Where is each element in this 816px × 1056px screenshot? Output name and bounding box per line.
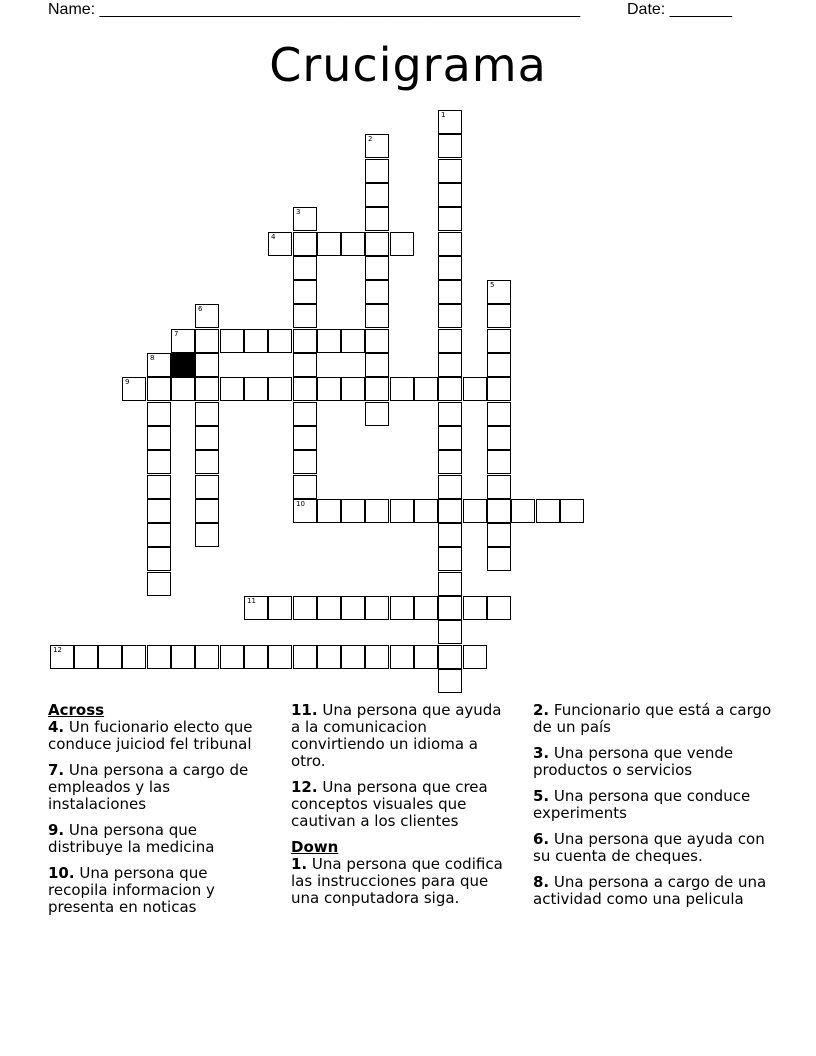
grid-cell[interactable] — [74, 645, 98, 669]
clues-column-3 — [533, 702, 773, 917]
grid-cell[interactable] — [171, 329, 195, 353]
clue-item — [533, 788, 773, 822]
grid-cell[interactable] — [390, 645, 414, 669]
grid-cell[interactable] — [438, 620, 462, 644]
clue-text: Una persona que distribuye la medicina — [48, 821, 215, 856]
grid-cell[interactable] — [390, 499, 414, 523]
grid-cell[interactable] — [438, 547, 462, 571]
cell-number: 1 — [441, 111, 446, 119]
grid-cell[interactable] — [487, 523, 511, 547]
grid-cell[interactable] — [244, 645, 268, 669]
grid-cell[interactable] — [536, 499, 560, 523]
grid-cell[interactable] — [438, 280, 462, 304]
grid-cell[interactable] — [487, 329, 511, 353]
clue-item — [48, 822, 253, 856]
grid-cell[interactable] — [293, 329, 317, 353]
grid-cell[interactable] — [268, 645, 292, 669]
grid-cell[interactable] — [414, 596, 438, 620]
grid-cell[interactable] — [438, 450, 462, 474]
cell-number: 2 — [368, 135, 373, 143]
clue-list — [48, 719, 253, 916]
grid-cell[interactable] — [147, 475, 171, 499]
grid-cell[interactable] — [147, 450, 171, 474]
clue-text: Una persona que codifica las instrucciones para que una conputadora siga. — [291, 855, 503, 907]
clue-number: 6. — [533, 830, 550, 848]
grid-cell[interactable] — [268, 232, 292, 256]
grid-cell[interactable] — [147, 377, 171, 401]
grid-cell[interactable] — [365, 304, 389, 328]
grid-cell[interactable] — [438, 232, 462, 256]
grid-cell[interactable] — [414, 377, 438, 401]
grid-cell[interactable] — [487, 280, 511, 304]
grid-cell[interactable] — [511, 499, 535, 523]
grid-cell[interactable] — [438, 329, 462, 353]
clue-list — [533, 702, 773, 908]
grid-cell[interactable] — [487, 547, 511, 571]
clue-item — [291, 779, 511, 830]
grid-cell[interactable] — [268, 377, 292, 401]
grid-cell[interactable] — [463, 499, 487, 523]
grid-cell[interactable] — [365, 207, 389, 231]
grid-cell[interactable] — [293, 426, 317, 450]
grid-cell[interactable] — [365, 134, 389, 158]
clue-item — [291, 856, 511, 907]
grid-cell[interactable] — [487, 402, 511, 426]
grid-cell[interactable] — [341, 232, 365, 256]
cell-number: 8 — [150, 354, 155, 362]
grid-cell[interactable] — [195, 353, 219, 377]
grid-cell[interactable] — [195, 402, 219, 426]
grid-cell[interactable] — [122, 645, 146, 669]
grid-cell[interactable] — [293, 256, 317, 280]
grid-cell[interactable] — [220, 645, 244, 669]
grid-cell[interactable] — [171, 377, 195, 401]
clue-text: Una persona a cargo de empleados y las instalaciones — [48, 761, 249, 813]
clue-text: Una persona a cargo de una actividad como una pelicula — [533, 873, 767, 908]
grid-cell[interactable] — [365, 353, 389, 377]
grid-cell[interactable] — [268, 329, 292, 353]
cell-number: 6 — [198, 305, 203, 313]
grid-cell[interactable] — [341, 377, 365, 401]
grid-cell[interactable] — [438, 159, 462, 183]
clue-text: Una persona que ayuda con su cuenta de cheques. — [533, 830, 765, 865]
clue-number: 1. — [291, 855, 308, 873]
grid-cell[interactable] — [463, 596, 487, 620]
grid-cell[interactable] — [438, 207, 462, 231]
name-field-label: Name: ______________________________________________________ — [48, 1, 581, 18]
grid-cell[interactable] — [365, 159, 389, 183]
grid-cell[interactable] — [293, 232, 317, 256]
grid-cell[interactable] — [365, 645, 389, 669]
grid-cell[interactable] — [341, 645, 365, 669]
grid-cell[interactable] — [98, 645, 122, 669]
clue-item — [48, 762, 253, 813]
black-cell — [171, 353, 195, 377]
grid-cell[interactable] — [438, 256, 462, 280]
grid-cell[interactable] — [293, 402, 317, 426]
grid-cell[interactable] — [195, 523, 219, 547]
cell-number: 7 — [174, 330, 179, 338]
clue-number: 8. — [533, 873, 550, 891]
grid-cell[interactable] — [438, 134, 462, 158]
cell-number: 9 — [125, 378, 130, 386]
clue-text: Un fucionario electo que conduce juiciod fel tribunal — [48, 718, 253, 753]
down-heading: Down — [291, 838, 339, 856]
grid-cell[interactable] — [438, 669, 462, 693]
clue-item — [48, 719, 253, 753]
grid-cell[interactable] — [438, 183, 462, 207]
clue-item — [48, 865, 253, 916]
grid-cell[interactable] — [438, 475, 462, 499]
grid-cell[interactable] — [487, 450, 511, 474]
grid-cell[interactable] — [487, 304, 511, 328]
grid-cell[interactable] — [487, 353, 511, 377]
cell-number: 12 — [53, 646, 62, 654]
grid-cell[interactable] — [438, 353, 462, 377]
grid-cell[interactable] — [438, 110, 462, 134]
grid-cell[interactable] — [390, 596, 414, 620]
across-heading: Across — [48, 701, 105, 719]
grid-cell[interactable] — [341, 499, 365, 523]
grid-cell[interactable] — [293, 596, 317, 620]
clue-list — [291, 856, 511, 907]
grid-cell[interactable] — [293, 353, 317, 377]
clue-number: 12. — [291, 778, 318, 796]
grid-cell[interactable] — [195, 377, 219, 401]
clue-number: 7. — [48, 761, 65, 779]
grid-cell[interactable] — [438, 304, 462, 328]
clue-text: Una persona que crea conceptos visuales que cautivan a los clientes — [291, 778, 488, 830]
cell-number: 4 — [271, 233, 276, 241]
clue-number: 5. — [533, 787, 550, 805]
grid-cell[interactable] — [390, 232, 414, 256]
grid-cell[interactable] — [220, 329, 244, 353]
cell-number: 5 — [490, 281, 495, 289]
clue-number: 2. — [533, 701, 550, 719]
grid-cell[interactable] — [244, 596, 268, 620]
cell-number: 3 — [296, 208, 301, 216]
grid-cell[interactable] — [365, 596, 389, 620]
grid-cell[interactable] — [195, 499, 219, 523]
grid-cell[interactable] — [414, 645, 438, 669]
grid-cell[interactable] — [341, 329, 365, 353]
grid-cell[interactable] — [147, 499, 171, 523]
grid-cell[interactable] — [365, 280, 389, 304]
clues-column-2 — [291, 702, 511, 916]
grid-cell[interactable] — [293, 645, 317, 669]
clue-text: Funcionario que está a cargo de un país — [533, 701, 772, 736]
grid-cell[interactable] — [487, 426, 511, 450]
grid-cell[interactable] — [317, 596, 341, 620]
clue-list — [291, 702, 511, 830]
grid-cell[interactable] — [487, 475, 511, 499]
grid-cell[interactable] — [147, 402, 171, 426]
grid-cell[interactable] — [487, 377, 511, 401]
clue-item — [533, 831, 773, 865]
grid-cell[interactable] — [365, 377, 389, 401]
page-title: Crucigrama — [269, 38, 547, 92]
grid-cell[interactable] — [147, 523, 171, 547]
grid-cell[interactable] — [463, 377, 487, 401]
clue-text: Una persona que recopila informacion y presenta en noticas — [48, 864, 215, 916]
cell-number: 10 — [296, 500, 305, 508]
grid-cell[interactable] — [438, 645, 462, 669]
grid-cell[interactable] — [244, 377, 268, 401]
grid-cell[interactable] — [438, 426, 462, 450]
grid-cell[interactable] — [438, 572, 462, 596]
grid-cell[interactable] — [438, 596, 462, 620]
grid-cell[interactable] — [268, 596, 292, 620]
grid-cell[interactable] — [147, 353, 171, 377]
grid-cell[interactable] — [365, 329, 389, 353]
grid-cell[interactable] — [293, 475, 317, 499]
grid-cell[interactable] — [317, 329, 341, 353]
grid-cell[interactable] — [365, 499, 389, 523]
clue-text: Una persona que conduce experiments — [533, 787, 751, 822]
date-field-label: Date: _______ — [627, 1, 732, 18]
grid-cell[interactable] — [195, 450, 219, 474]
grid-cell[interactable] — [365, 256, 389, 280]
grid-cell[interactable] — [147, 572, 171, 596]
grid-cell[interactable] — [293, 207, 317, 231]
grid-cell[interactable] — [195, 329, 219, 353]
grid-cell[interactable] — [147, 426, 171, 450]
grid-cell[interactable] — [50, 645, 74, 669]
grid-cell[interactable] — [487, 596, 511, 620]
clue-text: Una persona que vende productos o servicios — [533, 744, 734, 779]
grid-cell[interactable] — [195, 304, 219, 328]
grid-cell[interactable] — [293, 499, 317, 523]
grid-cell[interactable] — [195, 645, 219, 669]
grid-cell[interactable] — [365, 232, 389, 256]
grid-cell[interactable] — [195, 426, 219, 450]
grid-cell[interactable] — [293, 377, 317, 401]
grid-cell[interactable] — [220, 377, 244, 401]
grid-cell[interactable] — [317, 499, 341, 523]
clue-number: 9. — [48, 821, 65, 839]
clues-column-1 — [48, 702, 253, 925]
clue-number: 11. — [291, 701, 318, 719]
clue-item — [533, 745, 773, 779]
grid-cell[interactable] — [122, 377, 146, 401]
grid-cell[interactable] — [147, 547, 171, 571]
grid-cell[interactable] — [317, 645, 341, 669]
grid-cell[interactable] — [365, 183, 389, 207]
grid-cell[interactable] — [438, 523, 462, 547]
grid-cell[interactable] — [390, 377, 414, 401]
clue-item — [533, 702, 773, 736]
grid-cell[interactable] — [438, 499, 462, 523]
grid-cell[interactable] — [244, 329, 268, 353]
grid-cell[interactable] — [414, 499, 438, 523]
clue-item — [533, 874, 773, 908]
clue-number: 4. — [48, 718, 65, 736]
grid-cell[interactable] — [293, 450, 317, 474]
grid-cell[interactable] — [463, 645, 487, 669]
grid-cell[interactable] — [293, 304, 317, 328]
clue-text: Una persona que ayuda a la comunicacion convirtiendo un idioma a otro. — [291, 701, 502, 770]
grid-cell[interactable] — [560, 499, 584, 523]
grid-cell[interactable] — [195, 475, 219, 499]
clue-number: 10. — [48, 864, 75, 882]
grid-cell[interactable] — [438, 377, 462, 401]
grid-cell[interactable] — [317, 377, 341, 401]
grid-cell[interactable] — [365, 402, 389, 426]
grid-cell[interactable] — [317, 232, 341, 256]
clue-item — [291, 702, 511, 770]
grid-cell[interactable] — [171, 645, 195, 669]
grid-cell[interactable] — [147, 645, 171, 669]
grid-cell[interactable] — [293, 280, 317, 304]
grid-cell[interactable] — [341, 596, 365, 620]
grid-cell[interactable] — [438, 402, 462, 426]
clue-number: 3. — [533, 744, 550, 762]
grid-cell[interactable] — [487, 499, 511, 523]
cell-number: 11 — [247, 597, 256, 605]
